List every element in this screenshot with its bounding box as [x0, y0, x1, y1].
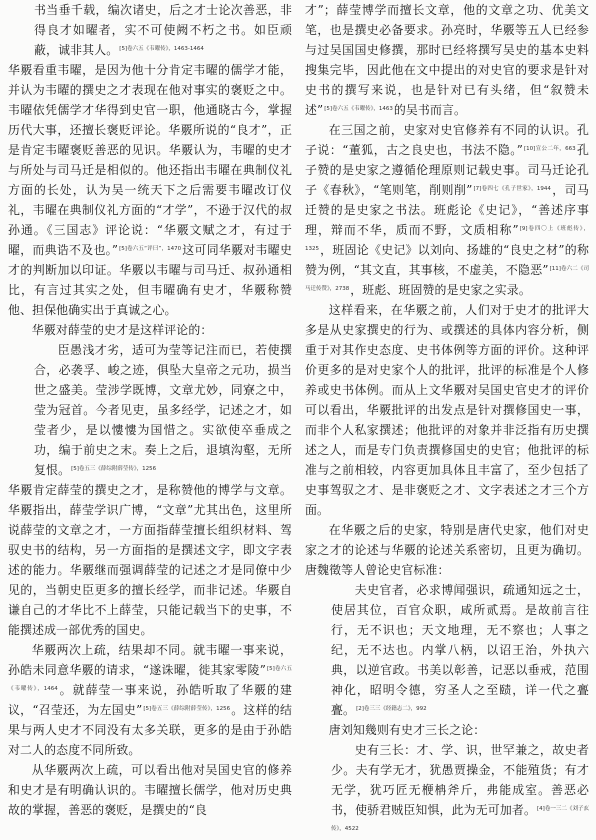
right-column — [305, 0, 590, 832]
footnote-ref: [7]卷四七《孔子世家》，1944 — [473, 186, 551, 192]
footnote-ref: [10]宣公二年，663 — [524, 146, 576, 152]
quote-xueying: 臣愚浅才劣，适可为莹等记注而已，若使撰合，必袭孚、峻之迹，俱坠大皇帝之元功，损当世之盛美。莹涉学既博，文章尤妙，同寮之中，莹为冠首。今者见吏，虽多经学，记述之才，如莹者少，是以慺慺为国惜之。实欲使卒垂成之功，编于前史之末。奏上之后，退填沟壑，无所复恨。$^{[5]卷五三《薛综附薛莹传》,1256}$ — [34, 343, 292, 477]
quote-weizhao: 书当垂千载，编次诸史，后之才士论次善恶，非得良才如曜者，实不可使阙不朽之书。如臣顽蔽，诚非其人。$^{[5]卷六五《韦曜传》,1463-1464}$ — [34, 3, 292, 57]
footnote-ref: [2]卷三三《经籍志二》，992 — [356, 706, 427, 712]
footnote-ref: [5]卷五三《薛综附薛莹传》，1256 — [71, 466, 157, 472]
footnote-ref: [5]卷六五“评曰”，1470 — [119, 246, 182, 252]
footnote-ref: [4]卷一三二《刘子玄传》，4522 — [331, 806, 589, 832]
footnote-ref: [11]卷六二《司马迁传赞》，2738 — [305, 266, 589, 292]
footnote-ref: [5]卷六五《韦曜传》，1463 — [324, 106, 393, 112]
paragraph: 华覈两次上疏，结果却不同。就韦曜一事来说，孙皓未同意华覈的请求，“遂诛曜，徙其家零陵”$^{[5]卷六五《韦曜传》,1464}$。就薛莹一事来说，孙皓听取了华覈的建议，“召莹还，为左国史”$^{[5]卷五三《薛综附薛莹传》,1256}$。这样的结果与两人史才不同没有太多关联，更多的是由于孙皓对二人的态度不同所致。 — [8, 643, 293, 757]
paragraph: 在三国之前，史家对史官修养有不同的认识。孔子说：“董狐，古之良史也，书法不隐。”$^{[10]宣公二年,663}$孔子赞的是史家之遵循伦理原则记载史事。司马迁论孔子《春秋》，“笔则笔，削则削”$^{[7]卷四七《孔子世家》,1944}$，司马迁赞的是史家之书法。班彪论《史记》，“善述序事理，辩而不华，质而不野，文质相称”$^{[9]卷四〇上《班彪传》,1325}$，班固论《史记》以刘向、扬雄的“良史之材”的称赞为例，“其文直，其事核，不虚美，不隐恶”$^{[11]卷六二《司马迁传赞》,2738}$，班彪、班固赞的是史家之实录。 — [305, 123, 590, 297]
quote-liuzhiji: 史有三长：才、学、识，世罕兼之，故史者少。夫有学无才，犹愚贾操金，不能殖货；有才无学，犹巧匠无楩柟斧斤，弗能成室。善恶必书，使骄君贼臣知惧，此为无可加者。$^{[4]卷一三二《刘子玄传》,4522}$ — [331, 743, 589, 832]
quote-weizheng: 夫史官者，必求博闻强识，疏通知远之士，使居其位，百官众职，咸所贰焉。是故前言往行，无不识也；天文地理，无不察也；人事之纪，无不达也。内掌八柄，以诏王治，外执六典，以逆官政。书美以彰善，记恶以垂戒，范围神化，昭明令德，穷圣人之至赜，详一代之亹亹。$^{[2]卷三三《经籍志二》,992}$ — [331, 583, 589, 717]
paragraph: 这样看来，在华覈之前，人们对于史才的批评大多是从史家撰史的行为、或撰述的具体内容分析，侧重于对其作史态度、史书体例等方面的评价。这种评价更多的是对史家个人的批评，批评的标准是个人修养或史书体例。而从上文华覈对吴国史官史才的评价可以看出，华覈批评的出发点是针对撰修国史一事，而非个人私家撰述；他批评的对象并非泛指有历史撰述之人，而是专门负责撰修国史的史官；他批评的标准与之前相较，内容更加具体且丰富了，至少包括了史事驾驭之才、是非褒贬之才、文字表述之才三个方面。 — [305, 303, 589, 517]
paragraph: 从华覈两次上疏，可以看出他对吴国史官的修养和史才是有明确认识的。韦曜擅长儒学，他对历史典故的掌握，善恶的褒贬，是撰史的“良 — [8, 763, 292, 817]
footnote-ref: [5]卷五三《薛综附薛莹传》，1256 — [143, 706, 231, 712]
footnote-ref: [5]卷六五《韦曜传》，1464 — [8, 666, 292, 692]
footnote-ref: [9]卷四〇上《班彪传》，1325 — [305, 226, 589, 252]
paragraph: 唐刘知幾则有史才三长之论： — [328, 723, 486, 737]
footnote-ref: [5]卷六五《韦曜传》，1463-1464 — [119, 46, 204, 52]
paragraph: 华覈肯定薛莹的撰史之才，是称赞他的博学与文章。华覈指出，薛莹学识广博，“文章”尤其出色，这里所说薛莹的文章之才，一方面指薛莹擅长组织材料、驾驭史书的结构，另一方面指的是撰述文字，即文字表述的能力。华覈继而强调薛莹的记述之才是同僚中少见的，当朝史臣更多的擅长经学，而非记述。华覈自谦自己的才华比不上薛莹，只能记载当下的史事，不能撰述成一部优秀的国史。 — [8, 483, 292, 637]
paragraph: 华覈看重韦曜，是因为他十分肯定韦曜的儒学才能，并认为韦曜的撰史之才表现在他对事实的褒贬之中。韦曜依凭儒学才华得到史官一职，他通晓古今，掌握历代大事，还擅长褒贬评论。华覈所说的“良才”，正是肯定韦曜褒贬善恶的见识。华覈认为，韦曜的史才与所处与司马迁是相似的。他还指出韦曜在典制仪礼方面的长处，认为吴一统天下之后需要韦曜改订仪礼，韦曜在典制仪礼方面的“才学”，不逊于汉代的叔孙通。《三国志》评论说：“华覈文赋之才，有过于曜，而典诰不及也。”$^{[5]卷六五“评曰”,1470}$这可同华覈对韦曜史才的判断加以印证。华覈以韦曜与司马迁、叔孙通相比，有言过其实之处，但韦曜确有史才，华覈称赞他、担保他确实出于真诚之心。 — [8, 63, 292, 317]
paragraph: 华覈对薛莹的史才是这样评论的： — [31, 323, 213, 337]
paragraph: 在华覈之后的史家，特别是唐代史家，他们对史家之才的论述与华覈的论述关系密切，且更为确切。唐魏徵等人曾论史官标准： — [305, 523, 589, 577]
left-column — [8, 0, 293, 817]
paragraph: 才”；薛莹博学而擅长文章，他的文章之功、优美文笔，也是撰史必备要求。孙亮时，华覈等五人已经参与过吴国国史修撰，那时已经将撰写吴史的基本史料搜集完毕，因此他在文中提出的对史官的要求是针对史书的撰写来说，也是针对已有头绪，但“叙赞未述”$^{[5]卷六五《韦曜传》,1463}$的吴书而言。 — [305, 3, 589, 117]
